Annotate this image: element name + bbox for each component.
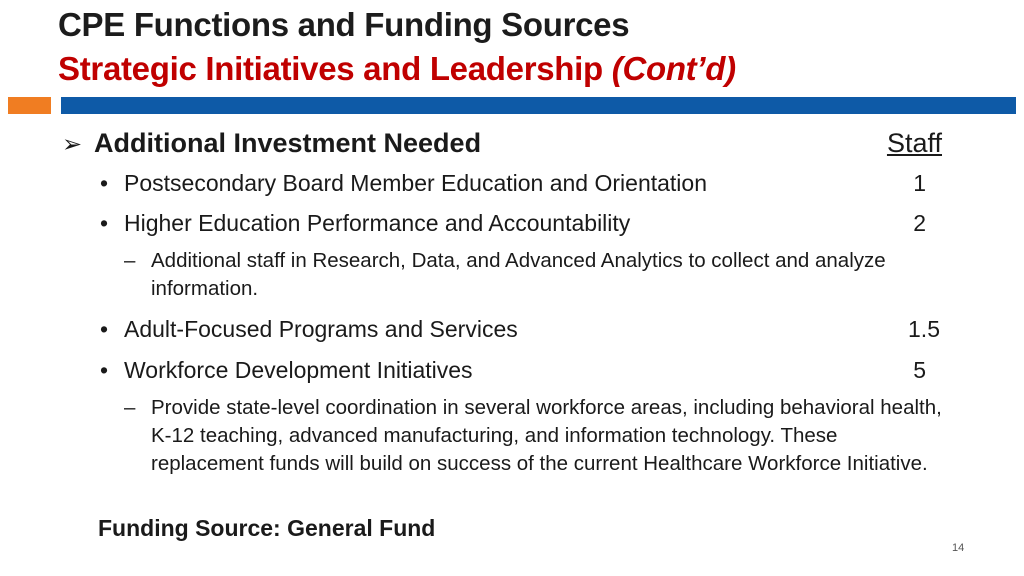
accent-bar-orange xyxy=(8,97,51,114)
subtitle-text: Strategic Initiatives and Leadership xyxy=(58,50,603,87)
sub-item-text: Additional staff in Research, Data, and Advanced Analytics to collect and analyze information. xyxy=(151,249,886,300)
item-staff-value: 1.5 xyxy=(908,316,940,342)
sub-item-text: Provide state-level coordination in several workforce areas, including behavioral health, K-12 teaching, advanced manufacturing, and information technology. These replacement funds will build on success of the current Healthcare Workforce Initiative. xyxy=(151,396,942,475)
sub-item xyxy=(124,247,909,303)
bullet-icon: • xyxy=(100,357,109,383)
slide-title: CPE Functions and Funding Sources xyxy=(58,6,630,43)
sub-item xyxy=(124,394,944,478)
item-staff-value: 5 xyxy=(913,357,926,383)
list-item xyxy=(100,357,940,387)
bullet-icon: • xyxy=(100,210,109,236)
item-label: Workforce Development Initiatives xyxy=(124,357,473,383)
accent-bar-blue xyxy=(61,97,1016,114)
bullet-icon: • xyxy=(100,170,109,196)
dash-icon: – xyxy=(124,396,136,419)
bullet-icon: • xyxy=(100,316,109,342)
item-label: Higher Education Performance and Accountability xyxy=(124,210,631,236)
list-item xyxy=(100,170,940,200)
list-item xyxy=(100,316,940,346)
item-staff-value: 1 xyxy=(913,170,926,196)
item-label: Adult-Focused Programs and Services xyxy=(124,316,518,342)
subtitle-contd: (Cont’d) xyxy=(611,50,736,87)
list-item xyxy=(100,210,940,240)
staff-column-header: Staff xyxy=(886,128,942,158)
section-heading-row xyxy=(62,128,942,162)
item-label: Postsecondary Board Member Education and Orientation xyxy=(124,170,707,196)
arrow-bullet-icon: ➢ xyxy=(62,131,83,158)
slide-subtitle xyxy=(58,50,736,88)
funding-source: Funding Source: General Fund xyxy=(98,515,436,541)
section-heading: Additional Investment Needed xyxy=(94,128,482,158)
item-staff-value: 2 xyxy=(913,210,926,236)
page-number: 14 xyxy=(952,542,965,554)
dash-icon: – xyxy=(124,249,136,272)
